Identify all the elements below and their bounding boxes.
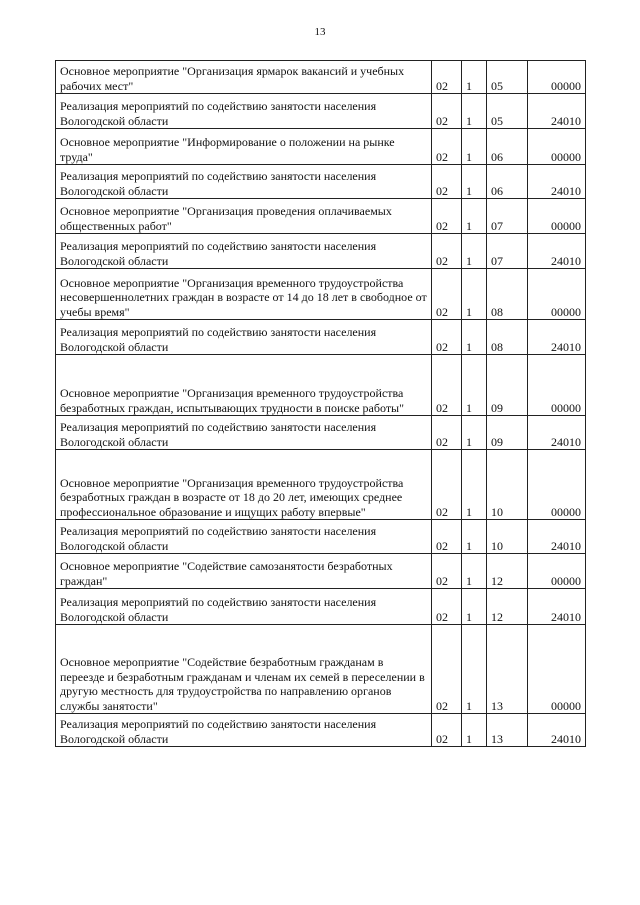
row-name-cell	[56, 416, 432, 450]
row-code-direction-text: 24010	[551, 183, 581, 198]
row-code-event-text: 08	[491, 339, 503, 354]
row-name-cell	[56, 554, 432, 589]
row-code-program-cell	[432, 320, 462, 355]
row-name-cell	[56, 199, 432, 234]
row-code-program-text: 02	[436, 113, 448, 128]
row-code-subprogram-cell	[462, 129, 487, 165]
row-code-subprogram-text: 1	[466, 731, 472, 746]
table-row	[56, 165, 586, 199]
row-code-direction-cell	[528, 199, 586, 234]
row-name-cell	[56, 94, 432, 129]
row-code-subprogram-cell	[462, 61, 487, 94]
table-row	[56, 450, 586, 520]
row-code-event-text: 09	[491, 434, 503, 449]
row-code-direction-text: 24010	[551, 434, 581, 449]
row-name-text: Реализация мероприятий по содействию занятости населения Вологодской области	[60, 595, 377, 624]
row-code-program-cell	[432, 554, 462, 589]
row-code-program-cell	[432, 625, 462, 714]
row-name-text: Основное мероприятие "Содействие самозанятости безработных граждан"	[60, 559, 393, 588]
row-code-subprogram-cell	[462, 165, 487, 199]
row-name-cell	[56, 714, 432, 747]
row-code-event-text: 07	[491, 218, 503, 233]
table-row	[56, 520, 586, 554]
row-code-program-cell	[432, 234, 462, 269]
row-code-direction-text: 00000	[551, 78, 581, 93]
table-row	[56, 416, 586, 450]
row-code-direction-text: 00000	[551, 698, 581, 713]
row-code-subprogram-cell	[462, 355, 487, 416]
row-code-event-text: 09	[491, 400, 503, 415]
row-code-direction-text: 24010	[551, 538, 581, 553]
row-code-program-cell	[432, 269, 462, 320]
row-code-program-cell	[432, 129, 462, 165]
table-row	[56, 355, 586, 416]
row-code-subprogram-cell	[462, 589, 487, 625]
table-row	[56, 94, 586, 129]
row-name-cell	[56, 234, 432, 269]
row-code-program-cell	[432, 520, 462, 554]
row-name-cell	[56, 165, 432, 199]
row-code-program-text: 02	[436, 698, 448, 713]
table-row	[56, 714, 586, 747]
row-code-direction-text: 00000	[551, 304, 581, 319]
row-code-direction-text: 24010	[551, 609, 581, 624]
row-code-event-text: 07	[491, 253, 503, 268]
row-code-direction-text: 24010	[551, 253, 581, 268]
row-name-text: Основное мероприятие "Содействие безработным гражданам в переезде и безработным гражданам и членам их семей в переселении в другую местность для трудоустройства по направлению органов службы занятости"	[60, 655, 425, 713]
row-code-direction-cell	[528, 165, 586, 199]
row-code-direction-cell	[528, 625, 586, 714]
table-row	[56, 589, 586, 625]
row-code-direction-text: 00000	[551, 573, 581, 588]
row-code-direction-cell	[528, 355, 586, 416]
row-code-subprogram-text: 1	[466, 538, 472, 553]
row-name-text: Реализация мероприятий по содействию занятости населения Вологодской области	[60, 524, 377, 553]
row-code-subprogram-text: 1	[466, 304, 472, 319]
row-code-program-text: 02	[436, 78, 448, 93]
row-code-subprogram-cell	[462, 416, 487, 450]
row-code-event-text: 12	[491, 609, 503, 624]
row-code-direction-cell	[528, 589, 586, 625]
row-code-program-text: 02	[436, 538, 448, 553]
row-code-program-cell	[432, 165, 462, 199]
row-code-program-cell	[432, 61, 462, 94]
row-code-direction-text: 00000	[551, 149, 581, 164]
table-row	[56, 199, 586, 234]
row-name-cell	[56, 625, 432, 714]
row-code-program-cell	[432, 199, 462, 234]
row-code-subprogram-text: 1	[466, 573, 472, 588]
row-code-event-text: 13	[491, 731, 503, 746]
row-name-text: Реализация мероприятий по содействию занятости населения Вологодской области	[60, 239, 377, 268]
row-code-direction-text: 00000	[551, 400, 581, 415]
row-code-event-text: 08	[491, 304, 503, 319]
row-code-event-cell	[487, 199, 528, 234]
row-code-event-cell	[487, 320, 528, 355]
row-code-program-text: 02	[436, 183, 448, 198]
row-code-subprogram-text: 1	[466, 78, 472, 93]
row-code-direction-cell	[528, 61, 586, 94]
row-code-event-text: 13	[491, 698, 503, 713]
row-code-subprogram-text: 1	[466, 339, 472, 354]
row-code-event-cell	[487, 165, 528, 199]
table-row	[56, 320, 586, 355]
row-name-text: Основное мероприятие "Организация ярмарок вакансий и учебных рабочих мест"	[60, 64, 405, 93]
row-code-subprogram-cell	[462, 94, 487, 129]
row-code-direction-cell	[528, 520, 586, 554]
row-code-subprogram-cell	[462, 520, 487, 554]
row-code-subprogram-cell	[462, 625, 487, 714]
row-code-subprogram-text: 1	[466, 609, 472, 624]
row-code-subprogram-cell	[462, 714, 487, 747]
row-code-direction-text: 24010	[551, 339, 581, 354]
row-code-direction-cell	[528, 129, 586, 165]
row-code-event-cell	[487, 625, 528, 714]
table-row	[56, 625, 586, 714]
row-code-program-text: 02	[436, 339, 448, 354]
row-name-text: Реализация мероприятий по содействию занятости населения Вологодской области	[60, 420, 377, 449]
row-code-direction-cell	[528, 94, 586, 129]
row-code-program-cell	[432, 589, 462, 625]
row-code-event-text: 05	[491, 113, 503, 128]
table-row	[56, 554, 586, 589]
row-code-program-text: 02	[436, 149, 448, 164]
row-code-direction-text: 00000	[551, 218, 581, 233]
table-row	[56, 234, 586, 269]
row-code-event-text: 06	[491, 183, 503, 198]
row-code-event-cell	[487, 269, 528, 320]
row-code-event-cell	[487, 589, 528, 625]
row-code-program-text: 02	[436, 400, 448, 415]
row-code-subprogram-text: 1	[466, 149, 472, 164]
row-name-text: Реализация мероприятий по содействию занятости населения Вологодской области	[60, 99, 377, 128]
row-code-program-text: 02	[436, 218, 448, 233]
row-code-program-text: 02	[436, 304, 448, 319]
row-code-program-text: 02	[436, 573, 448, 588]
table-row	[56, 269, 586, 320]
row-code-event-cell	[487, 94, 528, 129]
row-code-direction-cell	[528, 450, 586, 520]
row-name-text: Основное мероприятие "Организация временного трудоустройства безработных граждан, испытывающих трудности в поиске работы"	[60, 386, 405, 415]
row-code-direction-cell	[528, 416, 586, 450]
row-code-event-text: 10	[491, 504, 503, 519]
row-code-event-cell	[487, 714, 528, 747]
row-code-event-text: 10	[491, 538, 503, 553]
row-code-subprogram-text: 1	[466, 434, 472, 449]
row-code-program-text: 02	[436, 434, 448, 449]
row-code-direction-text: 24010	[551, 731, 581, 746]
row-code-program-text: 02	[436, 253, 448, 268]
row-name-cell	[56, 520, 432, 554]
table-row	[56, 61, 586, 94]
page-number: 13	[314, 26, 326, 38]
row-code-direction-cell	[528, 269, 586, 320]
row-code-program-cell	[432, 355, 462, 416]
row-code-subprogram-cell	[462, 269, 487, 320]
row-code-event-text: 05	[491, 78, 503, 93]
row-code-direction-text: 00000	[551, 504, 581, 519]
row-code-event-cell	[487, 61, 528, 94]
row-name-text: Реализация мероприятий по содействию занятости населения Вологодской области	[60, 325, 377, 354]
row-name-cell	[56, 450, 432, 520]
row-name-cell	[56, 61, 432, 94]
row-code-program-cell	[432, 714, 462, 747]
row-code-program-text: 02	[436, 504, 448, 519]
row-code-event-cell	[487, 520, 528, 554]
row-code-direction-cell	[528, 320, 586, 355]
row-code-program-text: 02	[436, 609, 448, 624]
table-row	[56, 129, 586, 165]
row-code-direction-cell	[528, 554, 586, 589]
row-code-event-text: 06	[491, 149, 503, 164]
row-code-event-cell	[487, 554, 528, 589]
row-code-event-cell	[487, 234, 528, 269]
row-code-event-cell	[487, 355, 528, 416]
row-code-subprogram-text: 1	[466, 183, 472, 198]
row-code-subprogram-text: 1	[466, 218, 472, 233]
row-name-cell	[56, 320, 432, 355]
row-name-cell	[56, 269, 432, 320]
row-code-subprogram-cell	[462, 450, 487, 520]
row-code-subprogram-text: 1	[466, 504, 472, 519]
row-name-text: Основное мероприятие "Организация временного трудоустройства безработных граждан в возрасте от 18 до 20 лет, имеющих среднее профессиональное образование и ищущих работу впервые"	[60, 475, 404, 519]
row-code-program-cell	[432, 416, 462, 450]
row-code-subprogram-cell	[462, 320, 487, 355]
row-name-cell	[56, 589, 432, 625]
row-code-program-text: 02	[436, 731, 448, 746]
row-code-subprogram-text: 1	[466, 698, 472, 713]
row-code-direction-text: 24010	[551, 113, 581, 128]
row-code-event-text: 12	[491, 573, 503, 588]
budget-table-body	[56, 61, 586, 747]
row-name-text: Реализация мероприятий по содействию занятости населения Вологодской области	[60, 717, 377, 746]
row-code-event-cell	[487, 129, 528, 165]
row-name-cell	[56, 355, 432, 416]
row-code-event-cell	[487, 450, 528, 520]
budget-table	[55, 60, 586, 747]
row-code-event-cell	[487, 416, 528, 450]
row-code-direction-cell	[528, 234, 586, 269]
row-code-subprogram-cell	[462, 234, 487, 269]
row-code-subprogram-cell	[462, 199, 487, 234]
row-code-program-cell	[432, 94, 462, 129]
row-code-program-cell	[432, 450, 462, 520]
row-code-subprogram-text: 1	[466, 400, 472, 415]
row-name-text: Основное мероприятие "Организация временного трудоустройства несовершеннолетних граждан в возрасте от 14 до 18 лет в свободное от учебы время"	[60, 275, 427, 319]
row-name-text: Реализация мероприятий по содействию занятости населения Вологодской области	[60, 169, 377, 198]
row-name-cell	[56, 129, 432, 165]
row-name-text: Основное мероприятие "Организация проведения оплачиваемых общественных работ"	[60, 204, 392, 233]
row-name-text: Основное мероприятие "Информирование о положении на рынке труда"	[60, 135, 395, 164]
row-code-subprogram-text: 1	[466, 253, 472, 268]
row-code-direction-cell	[528, 714, 586, 747]
row-code-subprogram-text: 1	[466, 113, 472, 128]
row-code-subprogram-cell	[462, 554, 487, 589]
